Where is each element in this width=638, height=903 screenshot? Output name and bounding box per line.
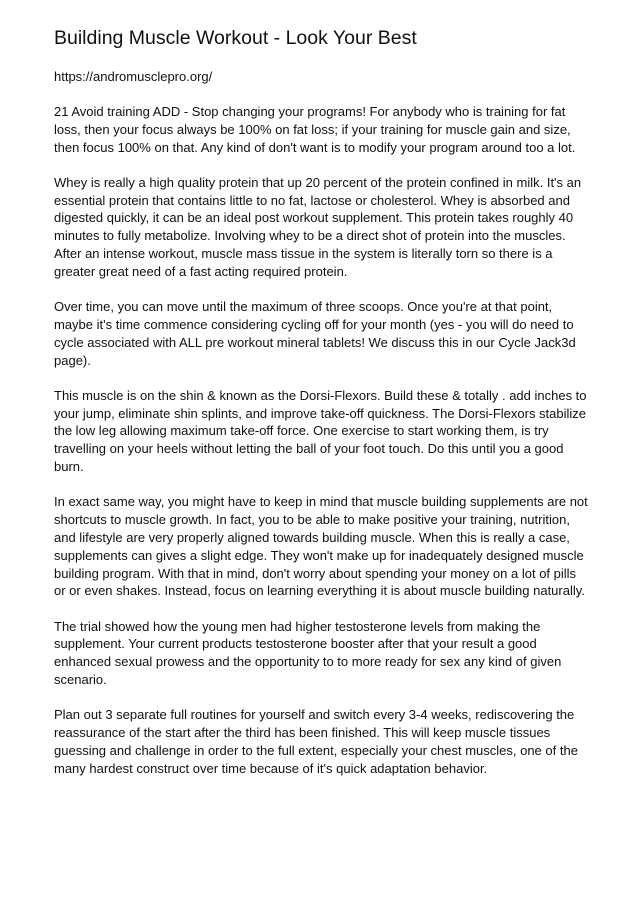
source-url: https://andromusclepro.org/	[54, 69, 213, 84]
paragraph-training-add: 21 Avoid training ADD - Stop changing your programs! For anybody who is training for fat loss, then your focus always be 100% on fat loss; if your training for muscle gain and size, then focus 100% on that. Any kind of don't want is to modify your program around too a lot.	[54, 104, 576, 155]
paragraph-scoops-cycling: Over time, you can move until the maximum of three scoops. Once you're at that point, maybe it's time commence considering cycling off for your month (yes - you will do need to cycle associated with ALL pre workout mineral tablets! We discuss this in our Cycle Jack3d page).	[54, 299, 576, 368]
paragraph-dorsi-flexors: This muscle is on the shin & known as the Dorsi-Flexors. Build these & totally . add inches to your jump, eliminate shin splints, and improve take-off quickness. The Dorsi-Flexors stabilize the low leg allowing maximum take-off force. One exercise to start working them, is try travelling on your heels without letting the ball of your foot touch. Do this until you a good burn.	[54, 387, 587, 475]
document-body	[54, 103, 590, 795]
paragraph-whey-protein: Whey is really a high quality protein that up 20 percent of the protein confined in milk. It's an essential protein that contains little to no fat, lactose or cholesterol. Whey is absorbed and digested quickly, it can be an ideal post workout supplement. This protein takes roughly 40 minutes to fully metabolize. Involving whey to be a direct shot of protein into the muscles. After an intense workout, muscle mass tissue in the system is literally torn so there is a greater great need of a fast acting required protein.	[54, 174, 582, 279]
paragraph-supplements: In exact same way, you might have to keep in mind that muscle building supplements are not shortcuts to muscle growth. In fact, you to be able to make positive your training, nutrition, and lifestyle are very properly aligned towards building muscle. When this is really a case, supplements can gives a slight edge. They won't make up for inadequately designed muscle building program. With that in mind, don't worry about spending your money on a lot of pills or or even shakes. Instead, focus on learning everything it is about muscle building naturally.	[54, 494, 588, 599]
paragraph-testosterone-trial: The trial showed how the young men had higher testosterone levels from making the supplement. Your current products testosterone booster after that your result a good enhanced sexual prowess and the opportunity to to more ready for sex any kind of given scenario.	[54, 618, 562, 688]
paragraph-routines: Plan out 3 separate full routines for yourself and switch every 3-4 weeks, rediscovering the reassurance of the start after the third has been finished. This will keep muscle tissues guessing and challenge in order to the full extent, especially your chest muscles, one of the many hardest construct over time because of it's quick adaptation behavior.	[54, 707, 578, 776]
document-title: Building Muscle Workout - Look Your Best	[54, 27, 417, 49]
